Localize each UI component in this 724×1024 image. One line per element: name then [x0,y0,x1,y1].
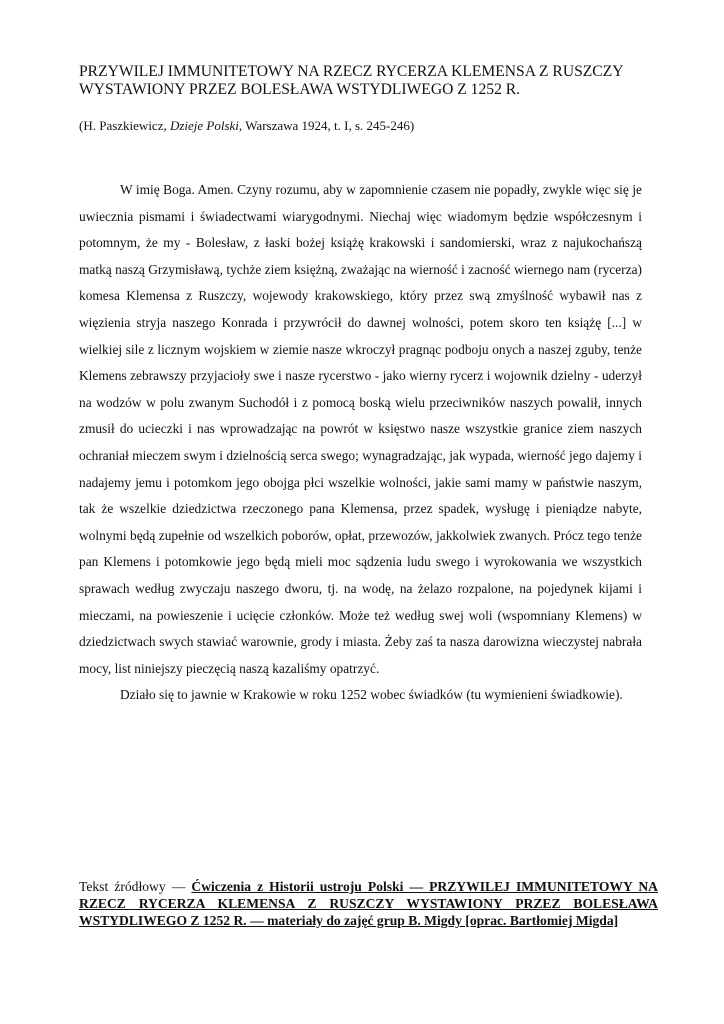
footer-prefix: Tekst źródłowy — [79,879,192,894]
document-title-line-1: PRZYWILEJ IMMUNITETOWY NA RZECZ RYCERZA KLEMENSA Z RUSZCZY [79,63,624,80]
document-title [79,63,659,99]
citation-work-title: Dzieje Polski, [169,118,243,133]
citation-prefix: (H. Paszkiewicz, [79,118,170,133]
document-body [79,177,642,709]
footer-source-link[interactable]: Ćwiczenia z Historii ustroju Polski — PRZYWILEJ IMMUNITETOWY NA RZECZ RYCERZA KLEMENSA Z RUSZCZY WYSTAWIONY PRZEZ BOLESŁAWA WSTYDLIWEGO Z 1252 R. — materiały do zajęć grup B. Migdy [oprac. Bartłomiej Migda] [79,879,658,928]
citation-suffix: Warszawa 1924, t. I, s. 245-246) [242,118,415,133]
paragraph-1: W imię Boga. Amen. Czyny rozumu, aby w zapomnienie czasem nie popadły, zwykle więc się je uwiecznia pismami i świadectwami wiarygodnymi. Niechaj więc wiadomym będzie współczesnym i potomnym, że my - Bolesław, z łaski bożej książę krakowski i sandomierski, wraz z najukochańszą matką naszą Grzymisławą, tychże ziem księżną, zważając na wierność i zacność wiernego nam (rycerza) komesa Klemensa z Ruszczy, wojewody krakowskiego, który przez swą zmyślność wybawił nas z więzienia stryja naszego Konrada i przywrócił do dawnej wolności, potem skoro ten książę [...] w wielkiej sile z licznym wojskiem w ziemie nasze wkroczył pragnąc podboju onych a naszej zguby, tenże Klemens zebrawszy przyjacioły swe i nasze rycerstwo - jako wierny rycerz i wojownik dzielny - uderzył na wodzów w polu zwanym Suchodół i z pomocą boską wielu przeciwników naszych powalił, innych zmusił do ucieczki i nas wprowadzając na powrót w księstwo nasze wszystkie granice ziem naszych ochraniał mieczem swym i dzielnością serca swego; wynagradzając, jak wypada, wierność jego dajemy i nadajemy jemu i potomkom jego obojga płci wszelkie wolności, jakie sami mamy w państwie naszym, tak że wszelkie dziedzictwa rzeczonego pana Klemensa, przez spadek, wysługę i pieniądze nabyte, wolnymi będą zupełnie od wszelkich poborów, opłat, przewozów, jakkolwiek zwanych. Prócz tego tenże pan Klemens i potomkowie jego będą mieli moc sądzenia ludu swego i wyrokowania we wszystkich sprawach według zwyczaju naszego dworu, tj. na wodę, na żelazo rozpalone, na pojedynek kijami i mieczami, na powieszenie i ucięcie członków. Może też według swej woli (wspomniany Klemens) w dziedzictwach swych stawiać warownie, grody i miasta. Żeby zaś ta nasza darowizna wieczystej nabrała mocy, list niniejszy pieczęcią naszą kazaliśmy opatrzyć. [79,182,642,676]
paragraph-2: Działo się to jawnie w Krakowie w roku 1252 wobec świadków (tu wymienieni świadkowie). [120,687,623,703]
document-title-line-2: WYSTAWIONY PRZEZ BOLESŁAWA WSTYDLIWEGO Z 1252 R. [79,81,521,98]
source-footer [79,878,658,929]
source-citation [79,118,414,134]
